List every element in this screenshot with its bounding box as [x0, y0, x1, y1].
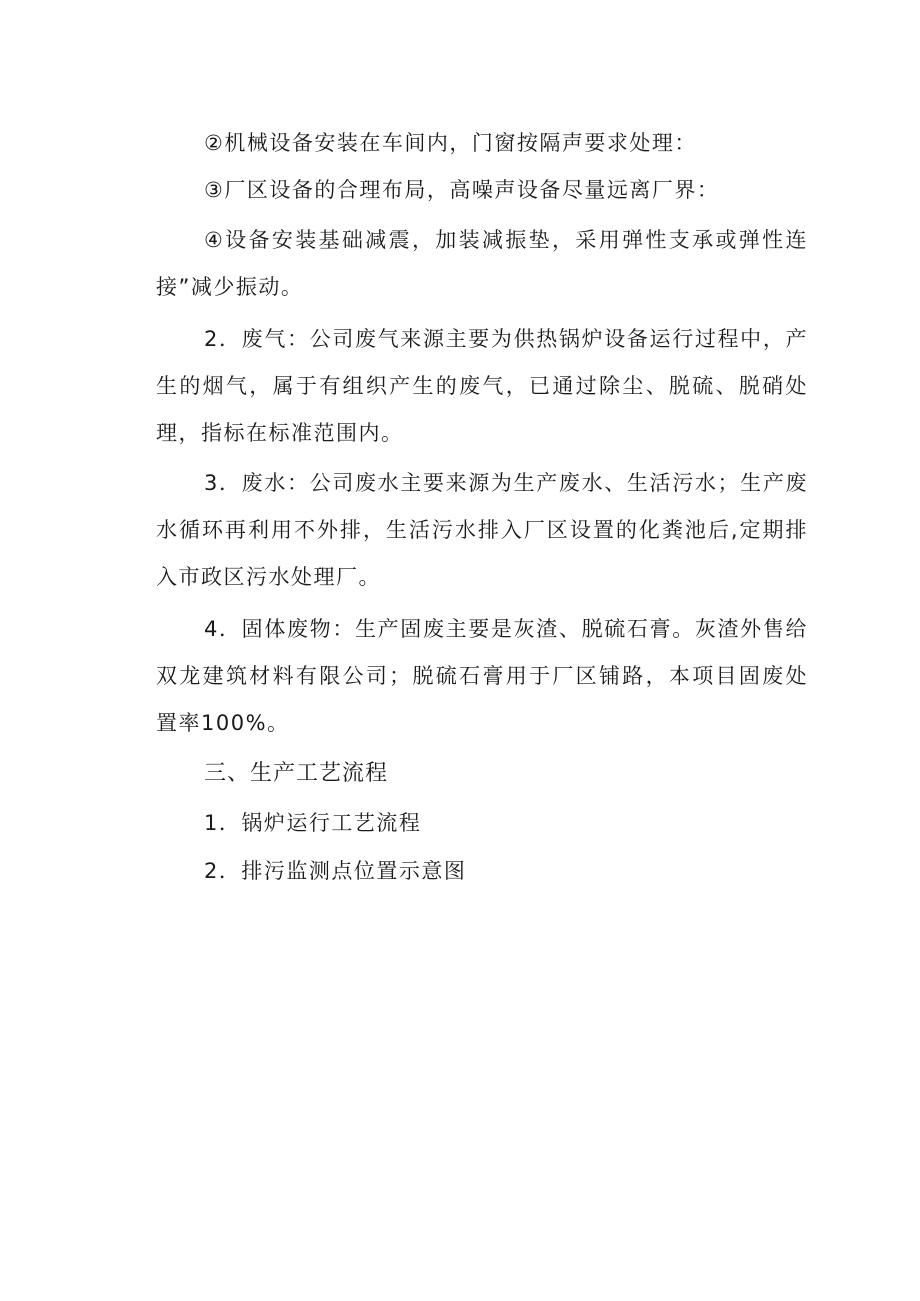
paragraph-wastewater: 3．废水：公司废水主要来源为生产废水、生活污水；生产废水循环再利用不外排，生活污水排入厂区设置的化粪池后,定期排入市政区污水处理厂。: [156, 471, 808, 589]
section-heading: 三、生产工艺流程: [204, 761, 389, 786]
paragraph-exhaust-gas: 2．废气：公司废气来源主要为供热锅炉设备运行过程中，产生的烟气，属于有组织产生的废气，已通过除尘、脱硫、脱硝处理，指标在标准范围内。: [156, 327, 808, 445]
list-item-boiler-process: 1．锅炉运行工艺流程: [204, 811, 422, 835]
list-item-monitoring-points: 2．排污监测点位置示意图: [204, 859, 467, 883]
paragraph-noise-measure-2: ②机械设备安装在车间内，门窗按隔声要求处理：: [204, 131, 697, 155]
paragraph-solid-waste: 4．固体废物：生产固废主要是灰渣、脱硫石膏。灰渣外售给双龙建筑材料有限公司；脱硫石膏用于厂区铺路，本项目固废处置率100%。: [156, 617, 808, 735]
paragraph-noise-measure-3: ③厂区设备的合理布局，高噪声设备尽量远离厂界：: [204, 178, 720, 202]
paragraph-noise-measure-4: ④设备安装基础减震，加装减振垫，采用弹性支承或弹性连接”减少振动。: [156, 228, 808, 299]
